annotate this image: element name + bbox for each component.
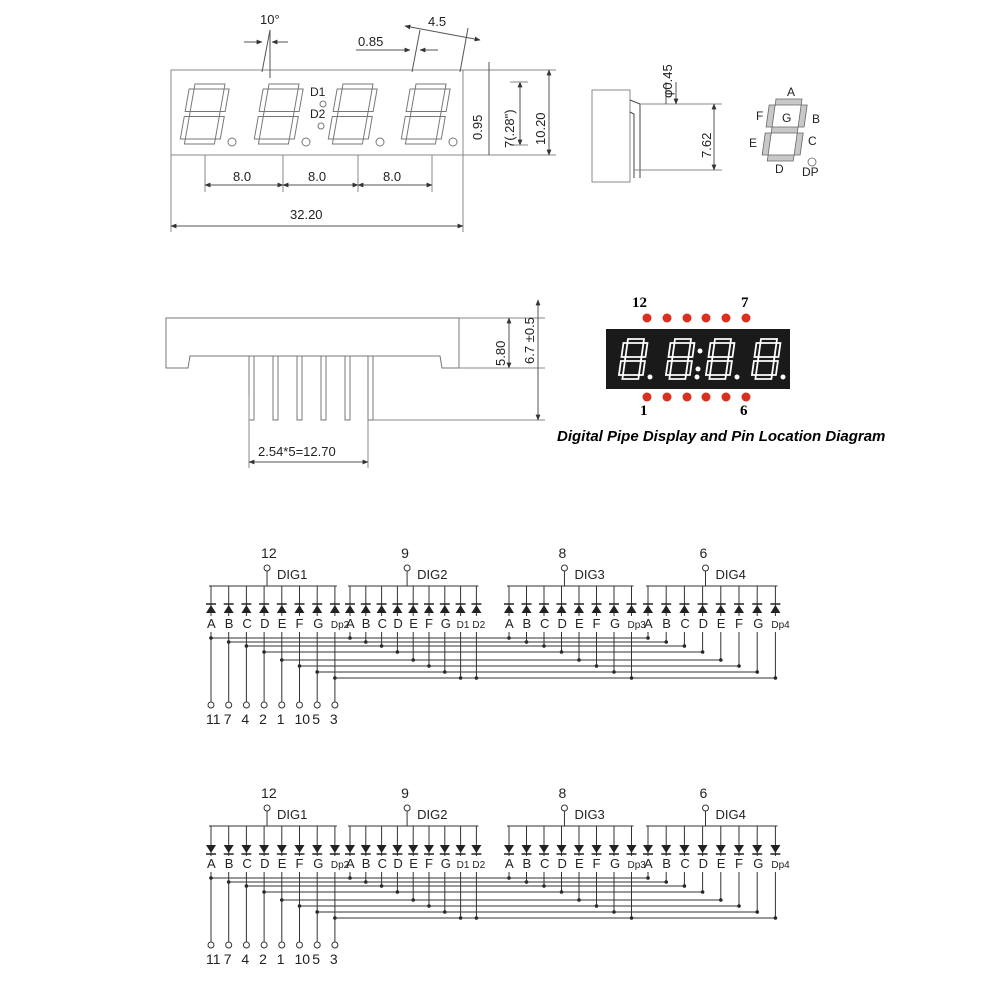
segment-letter: A xyxy=(207,616,216,631)
segment-letter: F xyxy=(425,856,433,871)
led-diode xyxy=(643,845,653,853)
pitch-label-1: 8.0 xyxy=(233,169,252,184)
bottom-pin xyxy=(273,356,278,420)
segment-letter: B xyxy=(522,616,532,631)
segment-letter: A xyxy=(346,856,355,871)
output-pin-terminal xyxy=(332,942,338,948)
led-diode xyxy=(679,845,689,853)
front-dp-dot xyxy=(376,138,384,146)
display-dp-dot xyxy=(735,375,740,380)
led-diode xyxy=(752,845,762,853)
led-diode xyxy=(241,605,251,613)
digit-name: DIG3 xyxy=(574,807,605,822)
segment-letter: D xyxy=(698,616,708,631)
led-diode xyxy=(471,605,481,613)
segment-c xyxy=(363,117,372,140)
digit-height-label: 7(.28") xyxy=(502,109,517,148)
pitch-label-3: 8.0 xyxy=(383,169,402,184)
led-diode xyxy=(661,845,671,853)
led-diode xyxy=(440,605,450,613)
segment-letter: F xyxy=(735,616,743,631)
led-diode xyxy=(574,845,584,853)
pin-dot-top xyxy=(702,314,711,323)
led-diode xyxy=(361,845,371,853)
segment-f xyxy=(406,89,415,112)
led-diode xyxy=(609,845,619,853)
segment-letter: C xyxy=(680,856,690,871)
output-pin-number: 1 xyxy=(276,951,285,967)
digit-name: DIG4 xyxy=(715,567,746,582)
digit-name: DIG1 xyxy=(277,807,308,822)
common-pin-terminal xyxy=(703,805,709,811)
digit-name: DIG4 xyxy=(715,807,746,822)
front-digit-1 xyxy=(179,84,230,144)
led-diode xyxy=(643,605,653,613)
segment-letter: E xyxy=(277,616,287,631)
front-digit-3 xyxy=(327,84,378,144)
segment-label-g: G xyxy=(782,111,792,125)
led-diode xyxy=(241,845,251,853)
front-digit-2 xyxy=(253,84,304,144)
led-diode xyxy=(424,845,434,853)
segment-letter: D xyxy=(698,856,708,871)
side-view xyxy=(592,82,722,182)
common-pin-number: 8 xyxy=(558,545,567,561)
front-view xyxy=(171,26,556,232)
common-pin-terminal xyxy=(264,805,270,811)
led-diode xyxy=(752,605,762,613)
pin-diagram-caption: Digital Pipe Display and Pin Location Diagram xyxy=(557,428,886,445)
output-pin-number: 4 xyxy=(241,951,250,967)
output-pin-terminal xyxy=(297,702,303,708)
pin-location-diagram xyxy=(557,295,885,445)
led-diode xyxy=(557,605,567,613)
led-diode xyxy=(679,605,689,613)
display-dp-dot xyxy=(648,375,653,380)
digit-name: DIG1 xyxy=(277,567,308,582)
segment-e xyxy=(401,117,410,140)
led-diode xyxy=(312,845,322,853)
led-diode xyxy=(574,605,584,613)
segment-letter: G xyxy=(610,616,621,631)
segment-label-f: F xyxy=(756,109,764,123)
led-diode xyxy=(377,845,387,853)
segment-thickness-label: 0.95 xyxy=(470,114,485,140)
segment-letter: D xyxy=(393,616,403,631)
pin-dot-bottom xyxy=(663,393,672,402)
segment-letter: F xyxy=(295,856,304,871)
output-pin-number: 10 xyxy=(294,951,311,967)
led-diode xyxy=(206,845,216,853)
led-diode xyxy=(471,845,481,853)
led-diode xyxy=(277,605,287,613)
common-pin-terminal xyxy=(703,565,709,571)
bottom-pin xyxy=(368,356,373,420)
output-pin-number: 1 xyxy=(276,711,285,727)
segment-letter: C xyxy=(377,616,387,631)
led-diode xyxy=(224,845,234,853)
led-diode xyxy=(312,605,322,613)
segment-g xyxy=(771,127,798,133)
led-diode xyxy=(504,845,514,853)
segment-a xyxy=(775,99,802,105)
led-diode xyxy=(377,605,387,613)
segment-f xyxy=(766,105,775,127)
common-pin-number: 6 xyxy=(699,545,708,561)
segment-letter: B xyxy=(361,856,371,871)
segment-b xyxy=(294,89,303,112)
led-diode xyxy=(627,845,637,853)
led-diode xyxy=(539,845,549,853)
segment-letter: B xyxy=(224,616,234,631)
led-diode xyxy=(424,605,434,613)
display-colon-dot xyxy=(698,349,703,354)
segment-letter: E xyxy=(716,856,726,871)
output-pin-number: 3 xyxy=(329,951,338,967)
led-diode xyxy=(456,605,466,613)
common-pin-terminal xyxy=(561,805,567,811)
segment-legend xyxy=(749,85,820,179)
output-pin-number: 2 xyxy=(259,711,267,727)
segment-letter: B xyxy=(662,856,671,871)
body-height-label: 10.20 xyxy=(533,112,548,145)
common-pin-number: 9 xyxy=(401,545,409,561)
common-pin-number: 8 xyxy=(558,785,567,801)
total-height-dim: 6.7 ±0.5 xyxy=(522,317,537,364)
segment-e xyxy=(762,133,771,155)
output-pin-number: 4 xyxy=(241,711,250,727)
output-pin-terminal xyxy=(261,942,267,948)
digit-name: DIG2 xyxy=(417,807,448,822)
pin-dot-bottom xyxy=(742,393,751,402)
segment-letter: A xyxy=(505,616,514,631)
segment-e xyxy=(328,117,337,140)
segment-letter: C xyxy=(680,616,690,631)
led-diode xyxy=(770,605,780,613)
segment-d xyxy=(184,139,215,144)
output-pin-terminal xyxy=(208,942,214,948)
segment-letter: G xyxy=(440,616,451,631)
schematic-common-anode xyxy=(206,785,790,967)
output-pin-number: 5 xyxy=(312,951,320,967)
led-diode xyxy=(456,845,466,853)
bottom-view xyxy=(166,300,545,468)
segment-letter: D2 xyxy=(472,620,486,631)
pin-dot-top xyxy=(683,314,692,323)
pin-7-label: 7 xyxy=(741,295,749,311)
segment-c xyxy=(436,117,445,140)
segment-letter: G xyxy=(610,856,621,871)
dp-offset-label: 0.85 xyxy=(358,34,384,49)
pin-12-label: 12 xyxy=(632,295,647,311)
led-diode xyxy=(392,605,402,613)
segment-letter: Dp4 xyxy=(771,620,790,631)
segment-letter: Dp3 xyxy=(627,860,646,871)
segment-letter: Dp3 xyxy=(627,620,646,631)
segment-b xyxy=(368,89,377,112)
led-diode xyxy=(522,845,532,853)
segment-b xyxy=(798,105,807,127)
pin-dot-bottom xyxy=(643,393,652,402)
front-dp-dot xyxy=(302,138,310,146)
segment-letter: D2 xyxy=(472,860,486,871)
segment-letter: E xyxy=(716,616,726,631)
output-pin-terminal xyxy=(243,942,249,948)
front-dp-dot xyxy=(228,138,236,146)
led-diode xyxy=(716,605,726,613)
led-diode xyxy=(770,845,780,853)
common-pin-terminal xyxy=(404,565,410,571)
pin-span-dim: 2.54*5=12.70 xyxy=(258,444,336,459)
led-diode xyxy=(698,605,708,613)
segment-letter: Dp2 xyxy=(330,860,350,871)
body-height-dim: 5.80 xyxy=(493,340,508,366)
segment-d xyxy=(767,155,794,161)
segment-f xyxy=(333,89,342,112)
colon-d1-label: D1 xyxy=(310,85,326,99)
segment-letter: E xyxy=(575,856,584,871)
output-pin-number: 11 xyxy=(206,711,221,727)
colon-d2-label: D2 xyxy=(310,107,326,121)
output-pin-terminal xyxy=(279,702,285,708)
segment-e xyxy=(180,117,189,140)
segment-label-dp: DP xyxy=(802,165,819,179)
output-pin-number: 7 xyxy=(223,951,232,967)
led-diode xyxy=(206,605,216,613)
segment-letter: G xyxy=(440,856,451,871)
bottom-pins xyxy=(249,356,373,420)
led-diode xyxy=(277,845,287,853)
segment-g xyxy=(337,112,368,117)
led-diode xyxy=(224,605,234,613)
segment-letter: D xyxy=(260,856,270,871)
led-diode xyxy=(539,605,549,613)
output-pin-terminal xyxy=(208,702,214,708)
digit-name: DIG2 xyxy=(417,567,448,582)
total-width-label: 32.20 xyxy=(290,207,323,222)
segment-c xyxy=(794,133,803,155)
segment-letter: A xyxy=(207,856,216,871)
segment-letter: C xyxy=(377,856,387,871)
pin-dot-top xyxy=(722,314,731,323)
bottom-body-outline xyxy=(166,318,459,368)
led-diode xyxy=(259,605,269,613)
led-diode xyxy=(345,845,355,853)
bottom-pin xyxy=(321,356,326,420)
segment-d xyxy=(258,139,289,144)
schematic-common-cathode xyxy=(206,545,790,727)
led-diode xyxy=(734,605,744,613)
segment-b xyxy=(220,89,229,112)
output-pin-terminal xyxy=(314,702,320,708)
pin-1-label: 1 xyxy=(640,403,648,419)
segment-e xyxy=(254,117,263,140)
segment-letter: B xyxy=(361,616,371,631)
segment-letter: B xyxy=(522,856,532,871)
output-pin-terminal xyxy=(332,702,338,708)
output-pin-number: 10 xyxy=(294,711,311,727)
segment-letter: G xyxy=(313,616,324,631)
segment-letter: G xyxy=(313,856,324,871)
segment-letter: F xyxy=(592,856,601,871)
bottom-pin xyxy=(249,356,254,420)
output-pin-terminal xyxy=(297,942,303,948)
pin-dot-bottom xyxy=(702,393,711,402)
led-diode xyxy=(522,605,532,613)
pin-6-label: 6 xyxy=(740,403,748,419)
legend-segments xyxy=(761,99,816,166)
segment-letter: D xyxy=(260,616,270,631)
output-pin-terminal xyxy=(226,942,232,948)
common-pin-number: 6 xyxy=(699,785,708,801)
led-diode xyxy=(627,605,637,613)
segment-letter: B xyxy=(662,616,671,631)
segment-label-e: E xyxy=(749,136,758,150)
led-diode xyxy=(661,605,671,613)
output-pin-number: 5 xyxy=(312,711,320,727)
pin-diameter-label: φ0.45 xyxy=(660,64,675,98)
segment-label-c: C xyxy=(808,134,817,148)
led-diode xyxy=(330,605,340,613)
segment-letter: E xyxy=(409,616,418,631)
digit-name: DIG3 xyxy=(574,567,605,582)
segment-letter: G xyxy=(753,616,764,631)
led-diode xyxy=(295,605,305,613)
led-diode xyxy=(259,845,269,853)
segment-letter: E xyxy=(575,616,584,631)
segment-a xyxy=(194,84,225,89)
segment-letter: C xyxy=(242,856,252,871)
pin-dot-top xyxy=(663,314,672,323)
output-pin-number: 3 xyxy=(329,711,338,727)
segment-letter: D1 xyxy=(456,860,470,871)
pin-dot-top xyxy=(742,314,751,323)
bottom-pin xyxy=(345,356,350,420)
pitch-label-2: 8.0 xyxy=(308,169,327,184)
led-diode xyxy=(592,845,602,853)
colon-dot xyxy=(318,123,324,129)
segment-a xyxy=(342,84,373,89)
segment-a xyxy=(415,84,446,89)
output-pin-terminal xyxy=(261,702,267,708)
segment-f xyxy=(259,89,268,112)
segment-letter: A xyxy=(346,616,355,631)
segment-letter: D xyxy=(557,616,567,631)
led-diode xyxy=(592,605,602,613)
display-dp-dot xyxy=(695,375,700,380)
output-pin-terminal xyxy=(226,702,232,708)
led-diode xyxy=(716,845,726,853)
segment-letter: C xyxy=(242,616,252,631)
display-module xyxy=(606,329,790,389)
common-pin-number: 9 xyxy=(401,785,409,801)
side-body-outline xyxy=(592,90,630,182)
segment-letter: F xyxy=(592,616,601,631)
led-diode xyxy=(330,845,340,853)
segment-letter: F xyxy=(295,616,304,631)
segment-letter: A xyxy=(644,856,653,871)
segment-width-label: 4.5 xyxy=(428,14,447,29)
pin-dot-bottom xyxy=(683,393,692,402)
led-diode xyxy=(408,605,418,613)
front-dp-dot xyxy=(449,138,457,146)
output-pin-terminal xyxy=(243,702,249,708)
pin-dot-top xyxy=(643,314,652,323)
segment-c xyxy=(289,117,298,140)
common-pin-terminal xyxy=(264,565,270,571)
segment-letter: D1 xyxy=(456,620,470,631)
legend-digit xyxy=(761,99,808,161)
segment-c xyxy=(215,117,224,140)
segment-letter: A xyxy=(644,616,653,631)
segment-d xyxy=(405,139,436,144)
output-pin-terminal xyxy=(279,942,285,948)
led-diode xyxy=(609,605,619,613)
segment-letter: A xyxy=(505,856,514,871)
led-diode xyxy=(345,605,355,613)
common-pin-number: 12 xyxy=(261,545,277,561)
segment-letter: Dp4 xyxy=(771,860,790,871)
segment-letter: C xyxy=(540,856,550,871)
led-diode xyxy=(734,845,744,853)
display-dp-dot xyxy=(781,375,786,380)
bottom-pin xyxy=(297,356,302,420)
segment-label-d: D xyxy=(775,162,784,176)
segment-f xyxy=(185,89,194,112)
common-pin-number: 12 xyxy=(261,785,277,801)
led-diode xyxy=(557,845,567,853)
angle-label: 10° xyxy=(260,12,280,27)
pin-pitch-label: 7.62 xyxy=(699,132,714,158)
segment-label-a: A xyxy=(787,85,796,99)
segment-d xyxy=(332,139,363,144)
segment-g xyxy=(410,112,441,117)
led-diode xyxy=(361,605,371,613)
pin-dot-bottom xyxy=(722,393,731,402)
output-pin-number: 7 xyxy=(223,711,232,727)
segment-letter: D xyxy=(557,856,567,871)
common-pin-terminal xyxy=(561,565,567,571)
segment-g xyxy=(263,112,294,117)
segment-letter: C xyxy=(540,616,550,631)
common-pin-terminal xyxy=(404,805,410,811)
led-diode xyxy=(392,845,402,853)
segment-letter: F xyxy=(735,856,743,871)
segment-letter: E xyxy=(277,856,287,871)
display-colon-dot xyxy=(696,367,701,372)
led-diode xyxy=(440,845,450,853)
segment-letter: E xyxy=(409,856,418,871)
led-diode xyxy=(295,845,305,853)
segment-letter: G xyxy=(753,856,764,871)
segment-letter: D xyxy=(393,856,403,871)
led-diode xyxy=(408,845,418,853)
segment-g xyxy=(189,112,220,117)
segment-b xyxy=(441,89,450,112)
segment-a xyxy=(268,84,299,89)
segment-label-b: B xyxy=(812,112,821,126)
output-pin-number: 11 xyxy=(206,951,221,967)
led-diode xyxy=(698,845,708,853)
segment-letter: F xyxy=(425,616,433,631)
front-digit-4 xyxy=(400,84,451,144)
output-pin-terminal xyxy=(314,942,320,948)
segment-letter: B xyxy=(224,856,234,871)
output-pin-number: 2 xyxy=(259,951,267,967)
segment-letter: Dp2 xyxy=(330,620,350,631)
led-diode xyxy=(504,605,514,613)
